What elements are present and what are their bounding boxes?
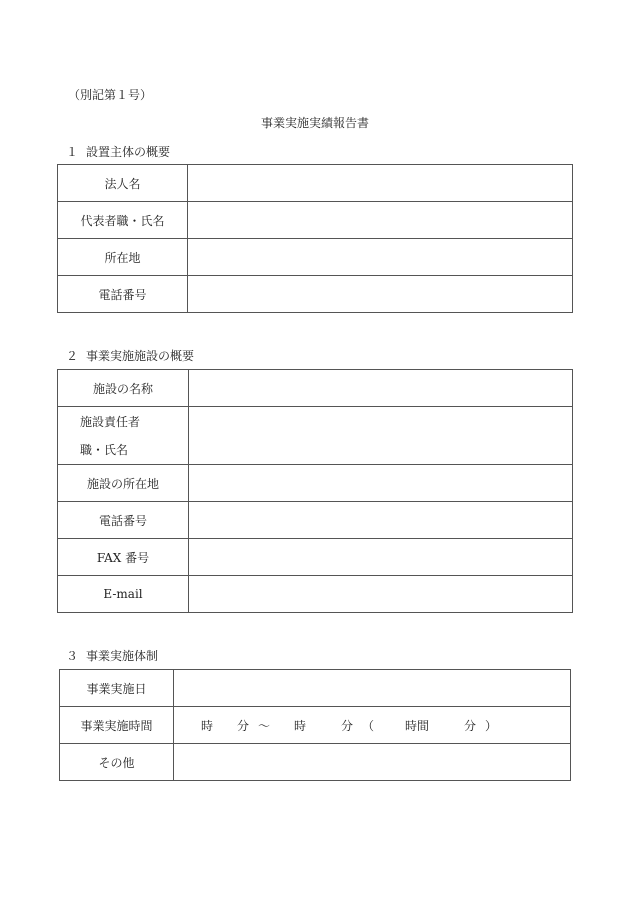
facility-name-label: 施設の名称 (58, 370, 189, 407)
section1-number: １ (66, 145, 79, 159)
start-hour-unit: 時 (201, 719, 214, 733)
table-row (58, 539, 573, 576)
section3-title: 事業実施体制 (86, 649, 159, 663)
facility-name-field[interactable] (189, 370, 573, 407)
table-row (58, 502, 573, 539)
table-row (58, 465, 573, 502)
email-label: E-mail (58, 576, 189, 613)
duration-minute-unit: 分 (464, 719, 477, 733)
facility-manager-label-line2: 職・氏名 (80, 442, 129, 457)
facility-phone-field[interactable] (189, 502, 573, 539)
table-row (58, 239, 573, 276)
table-row (58, 576, 573, 613)
section3-number: ３ (66, 649, 79, 663)
section2-number: ２ (66, 349, 79, 363)
corporation-overview-table (57, 164, 573, 313)
facility-manager-label (58, 407, 189, 465)
facility-manager-field[interactable] (189, 407, 573, 465)
phone-field[interactable] (188, 276, 573, 313)
section1-title: 設置主体の概要 (86, 145, 171, 159)
table-row (60, 707, 571, 744)
facility-address-field[interactable] (189, 465, 573, 502)
corporation-name-label: 法人名 (58, 165, 188, 202)
implementation-date-label: 事業実施日 (60, 670, 174, 707)
table-row (58, 165, 573, 202)
table-row (58, 370, 573, 407)
table-row (60, 670, 571, 707)
form-number: （別記第１号） (68, 88, 153, 102)
phone-label: 電話番号 (58, 276, 188, 313)
end-minute-unit: 分 (341, 719, 354, 733)
table-row (60, 744, 571, 781)
time-range (174, 707, 570, 743)
range-tilde: ～ (258, 719, 271, 733)
section1-heading (66, 143, 170, 160)
implementation-time-label: 事業実施時間 (60, 707, 174, 744)
facility-manager-label-line1: 施設責任者 (80, 414, 141, 429)
representative-label: 代表者職・氏名 (58, 202, 188, 239)
section3-heading (66, 647, 158, 664)
other-field[interactable] (174, 744, 571, 781)
corporation-name-field[interactable] (188, 165, 573, 202)
fax-field[interactable] (189, 539, 573, 576)
start-minute-unit: 分 (237, 719, 250, 733)
email-field[interactable] (189, 576, 573, 613)
table-row (58, 202, 573, 239)
fax-label: FAX 番号 (58, 539, 189, 576)
representative-field[interactable] (188, 202, 573, 239)
table-row (58, 407, 573, 465)
close-paren: ） (485, 719, 498, 733)
end-hour-unit: 時 (294, 719, 307, 733)
address-field[interactable] (188, 239, 573, 276)
address-label: 所在地 (58, 239, 188, 276)
duration-hour-unit: 時間 (405, 719, 430, 733)
facility-phone-label: 電話番号 (58, 502, 189, 539)
facility-address-label: 施設の所在地 (58, 465, 189, 502)
open-paren: （ (362, 719, 375, 733)
table-row (58, 276, 573, 313)
section2-heading (66, 347, 194, 364)
facility-overview-table (57, 369, 573, 613)
implementation-date-field[interactable] (174, 670, 571, 707)
document-title: 事業実施実績報告書 (260, 116, 369, 130)
section2-title: 事業実施施設の概要 (86, 349, 195, 363)
other-label: その他 (60, 744, 174, 781)
implementation-time-field[interactable] (174, 707, 571, 744)
implementation-system-table (59, 669, 571, 781)
